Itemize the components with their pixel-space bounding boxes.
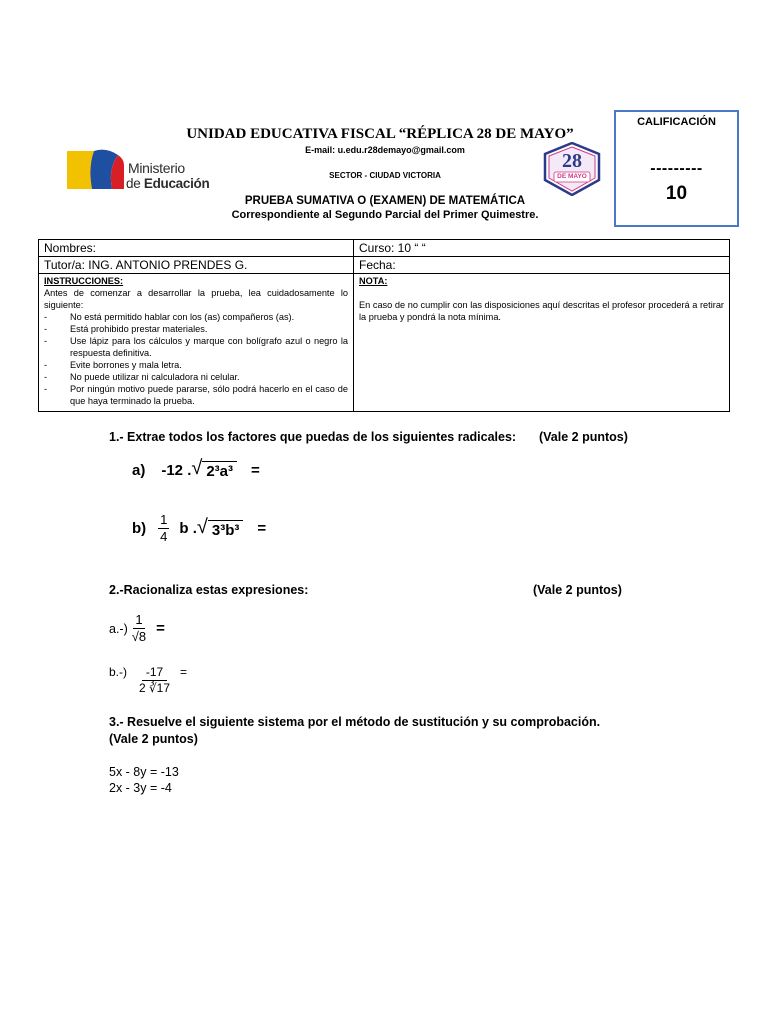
q1b-fraction: $\frac{1}{4}$ — [160, 512, 168, 544]
fecha-field[interactable]: Fecha: — [354, 257, 730, 274]
q2a-equals: = — [156, 620, 165, 637]
question-3-text: 3.- Resuelve el siguiente sistema por el método de sustitución y su comprobación. — [109, 715, 601, 729]
instructions-list — [44, 311, 348, 407]
grade-dashes: --------- — [650, 160, 703, 177]
seal-number: 28 — [562, 150, 582, 172]
q2b-fraction: $\frac{-17}{2 ∛17}$ — [139, 665, 171, 695]
q2a-fraction: $\frac{1}{√8}$ — [131, 612, 147, 644]
system-equation-2: 2x - 3y = -4 — [109, 781, 172, 795]
q1a-equals: = — [251, 461, 260, 479]
question-2-text: 2.-Racionaliza estas expresiones: — [109, 583, 309, 597]
q1a-coefficient: -12 . — [161, 461, 192, 479]
list-item: - Use lápiz para los cálculos y marque con bolígrafo azul o negro la respuesta definitiva. — [44, 336, 348, 358]
q2b-equals: = — [180, 665, 188, 679]
exam-subtitle: Correspondiente al Segundo Parcial del Primer Quimestre. — [231, 209, 539, 221]
question-1-text: 1.- Extrae todos los factores que puedas de los siguientes radicales: — [109, 430, 517, 444]
school-title: UNIDAD EDUCATIVA FISCAL “RÉPLICA 28 DE MAYO” — [186, 126, 574, 142]
grade-label: CALIFICACIÓN — [637, 116, 716, 128]
system-equation-1: 5x - 8y = -13 — [109, 765, 179, 779]
radical-icon: √ — [191, 457, 203, 479]
q1b-label: b) — [132, 520, 147, 537]
question-1-value: (Vale 2 puntos) — [539, 430, 628, 444]
list-item: - Evite borrones y mala letra. — [44, 360, 182, 370]
question-2b-expression — [109, 665, 187, 696]
question-1b-expression — [132, 512, 266, 545]
q2a-label: a.-) — [109, 621, 128, 636]
curso-field[interactable]: Curso: 10 “ “ — [354, 240, 730, 257]
nota-text: En caso de no cumplir con las disposiciones aquí descritas el profesor procederá a retirar la prueba y pondrá la nota mínima. — [359, 300, 724, 322]
exam-title: PRUEBA SUMATIVA O (EXAMEN) DE MATEMÁTICA — [244, 195, 526, 207]
grade-value: 10 — [665, 183, 688, 204]
q2b-label: b.-) — [109, 665, 127, 679]
list-item: - Está prohibido prestar materiales. — [44, 324, 208, 334]
list-item: - No puede utilizar ni calculadora ni celular. — [44, 372, 240, 382]
q1b-radical: √ 3³b³ — [197, 517, 243, 541]
school-sector: SECTOR - CIUDAD VICTORIA — [329, 171, 441, 180]
radical-icon: √ — [196, 515, 208, 538]
question-2a-expression — [109, 612, 165, 645]
logo-text-educacion: de Educación — [126, 176, 210, 191]
list-item: - Por ningún motivo puede pararse, sólo podrá hacerlo en el caso de que haya terminado la prueba. — [44, 384, 348, 406]
nota-cell — [354, 274, 730, 412]
instructions-heading: INSTRUCCIONES: — [44, 276, 124, 286]
tutor-field: Tutor/a: ING. ANTONIO PRENDES G. — [39, 257, 354, 274]
instructions-cell — [39, 274, 354, 412]
question-2-value: (Vale 2 puntos) — [533, 583, 622, 597]
q1a-label: a) — [132, 461, 146, 479]
q1b-equals: = — [257, 520, 267, 537]
list-item: - No está permitido hablar con los (as) compañeros (as). — [44, 312, 295, 322]
nombres-field[interactable]: Nombres: — [39, 240, 354, 257]
instructions-intro: Antes de comenzar a desarrollar la prueba, lea cuidadosamente lo siguiente: — [44, 288, 348, 310]
q1b-variable: b . — [179, 520, 197, 537]
question-3-value: (Vale 2 puntos) — [109, 732, 198, 746]
nota-heading: NOTA: — [359, 276, 388, 286]
school-email: E-mail: u.edu.r28demayo@gmail.com — [305, 145, 465, 155]
info-table — [38, 239, 730, 412]
question-1a-expression — [132, 458, 260, 482]
logo-text-ministerio: Ministerio — [128, 160, 185, 176]
q1a-radical: √ 2³a³ — [191, 458, 237, 482]
seal-text: DE MAYO — [557, 173, 587, 180]
